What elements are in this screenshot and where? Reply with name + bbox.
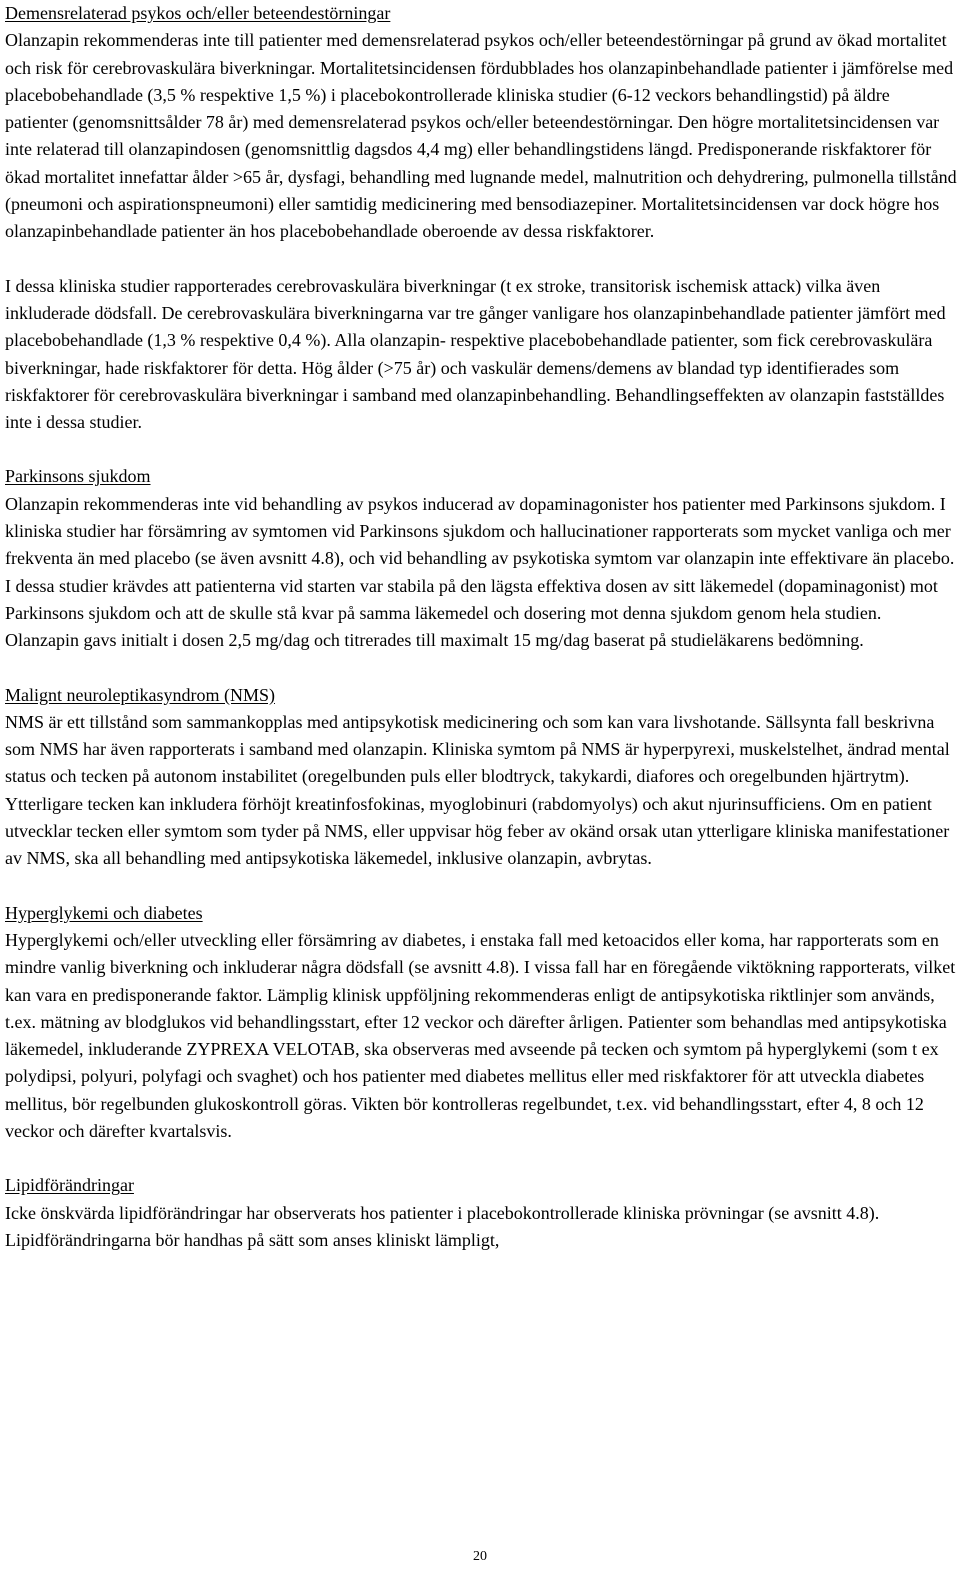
page-number: 20 <box>473 1549 487 1564</box>
section-nms <box>5 682 957 873</box>
section-lipids <box>5 1172 957 1254</box>
section-parkinsons <box>5 463 957 654</box>
section-heading: Demensrelaterad psykos och/eller beteendestörningar <box>5 3 391 23</box>
section-heading: Hyperglykemi och diabetes <box>5 902 203 923</box>
section-heading: Malignt neuroleptikasyndrom (NMS) <box>5 684 275 705</box>
paragraph: Olanzapin rekommenderas inte till patienter med demensrelaterad psykos och/eller beteendestörningar på grund av ökad mortalitet och risk för cerebrovaskulära biverkningar. Mortalitetsincidensen fördubblades hos olanzapinbehandlade patienter i jämförelse med placebobehandlade (3,5 % respektive 1,5 %) i placebokontrollerade kliniska studier (6-12 veckors behandlingstid) på äldre patienter (genomsnittsålder 78 år) med demensrelaterad psykos och/eller beteendestörningar. Den högre mortalitetsincidensen var inte relaterad till olanzapindosen (genomsnittlig dagsdos 4,4 mg) eller behandlingstidens längd. Predisponerande riskfaktorer för ökad mortalitet innefattar ålder >65 år, dysfagi, behandling med lugnande medel, malnutrition och dehydrering, pulmonella tillstånd (pneumoni och aspirationspneumoni) eller samtidig medicinering med bensodiazepiner. Mortalitetsincidensen var dock högre hos olanzapinbehandlade patienter än hos placebobehandlade oberoende av dessa riskfaktorer. <box>5 30 957 242</box>
section-heading: Lipidförändringar <box>5 1175 134 1196</box>
paragraph: I dessa kliniska studier rapporterades cerebrovaskulära biverkningar (t ex stroke, transitorisk ischemisk attack) vilka även inkluderade dödsfall. De cerebrovaskulära biverkningarna var tre gånger vanligare hos olanzapinbehandlade patienter jämfört med placebobehandlade (1,3 % respektive 0,4 %). Alla olanzapin- respektive placebobehandlade patienter, som fick cerebrovaskulära biverkningar, hade riskfaktorer för detta. Hög ålder (>75 år) och vaskulär demens/demens av blandad typ identifierades som riskfaktorer för cerebrovaskulära biverkningar i samband med olanzapinbehandling. Behandlingseffekten av olanzapin fastställdes inte i dessa studier. <box>5 275 946 433</box>
paragraph: NMS är ett tillstånd som sammankopplas med antipsykotisk medicinering och som kan vara livshotande. Sällsynta fall beskrivna som NMS har även rapporterats i samband med olanzapin. Kliniska symtom på NMS är hyperpyrexi, muskelstelhet, ändrad mental status och tecken på autonom instabilitet (oregelbunden puls eller blodtryck, takykardi, diafores och oregelbunden hjärtrytm). Ytterligare tecken kan inkludera förhöjt kreatinfosfokinas, myoglobinuri (rabdomyolys) och akut njurinsufficiens. Om en patient utvecklar tecken eller symtom som tyder på NMS, eller uppvisar hög feber av okänd orsak utan ytterligare kliniska manifestationer av NMS, ska all behandling med antipsykotiska läkemedel, inklusive olanzapin, avbrytas. <box>5 711 950 869</box>
paragraph: Olanzapin rekommenderas inte vid behandling av psykos inducerad av dopaminagonister hos patienter med Parkinsons sjukdom. I kliniska studier har försämring av symtomen vid Parkinsons sjukdom och hallucinationer rapporterats som mycket vanliga och mer frekventa än med placebo (se även avsnitt 4.8), och vid behandling av psykotiska symtom var olanzapin inte effektivare än placebo. I dessa studier krävdes att patienterna vid starten var stabila på den lägsta effektiva dosen av sitt läkemedel (dopaminagonist) mot Parkinsons sjukdom och att de skulle stå kvar på samma läkemedel och dosering mot denna sjukdom genom hela studien. Olanzapin gavs initialt i dosen 2,5 mg/dag och titrerades till maximalt 15 mg/dag baserat på studieläkarens bedömning. <box>5 493 955 651</box>
section-dementia <box>5 0 957 436</box>
paragraph: Hyperglykemi och/eller utveckling eller försämring av diabetes, i enstaka fall med ketoacidos eller koma, har rapporterats som en mindre vanlig biverkning och inkluderar några dödsfall (se avsnitt 4.8). I vissa fall har en föregående viktökning rapporterats, vilket kan vara en predisponerande faktor. Lämplig klinisk uppföljning rekommenderas enligt de antipsykotiska riktlinjer som används, t.ex. mätning av blodglukos vid behandlingsstart, efter 12 veckor och därefter årligen. Patienter som behandlas med antipsykotiska läkemedel, inkluderande ZYPREXA VELOTAB, ska observeras med avseende på tecken och symtom på hyperglykemi (som t ex polydipsi, polyuri, polyfagi och svaghet) och hos patienter med diabetes mellitus eller med riskfaktorer för att utveckla diabetes mellitus, bör regelbunden glukoskontroll göras. Vikten bör kontrolleras regelbundet, t.ex. vid behandlingsstart, efter 4, 8 och 12 veckor och därefter kvartalsvis. <box>5 929 956 1141</box>
section-heading: Parkinsons sjukdom <box>5 466 151 487</box>
section-hyperglycemia <box>5 900 957 1146</box>
document-page <box>5 0 957 1281</box>
paragraph: Icke önskvärda lipidförändringar har observerats hos patienter i placebokontrollerade kliniska prövningar (se avsnitt 4.8). Lipidförändringarna bör handhas på sätt som anses kliniskt lämpligt, <box>5 1202 880 1250</box>
